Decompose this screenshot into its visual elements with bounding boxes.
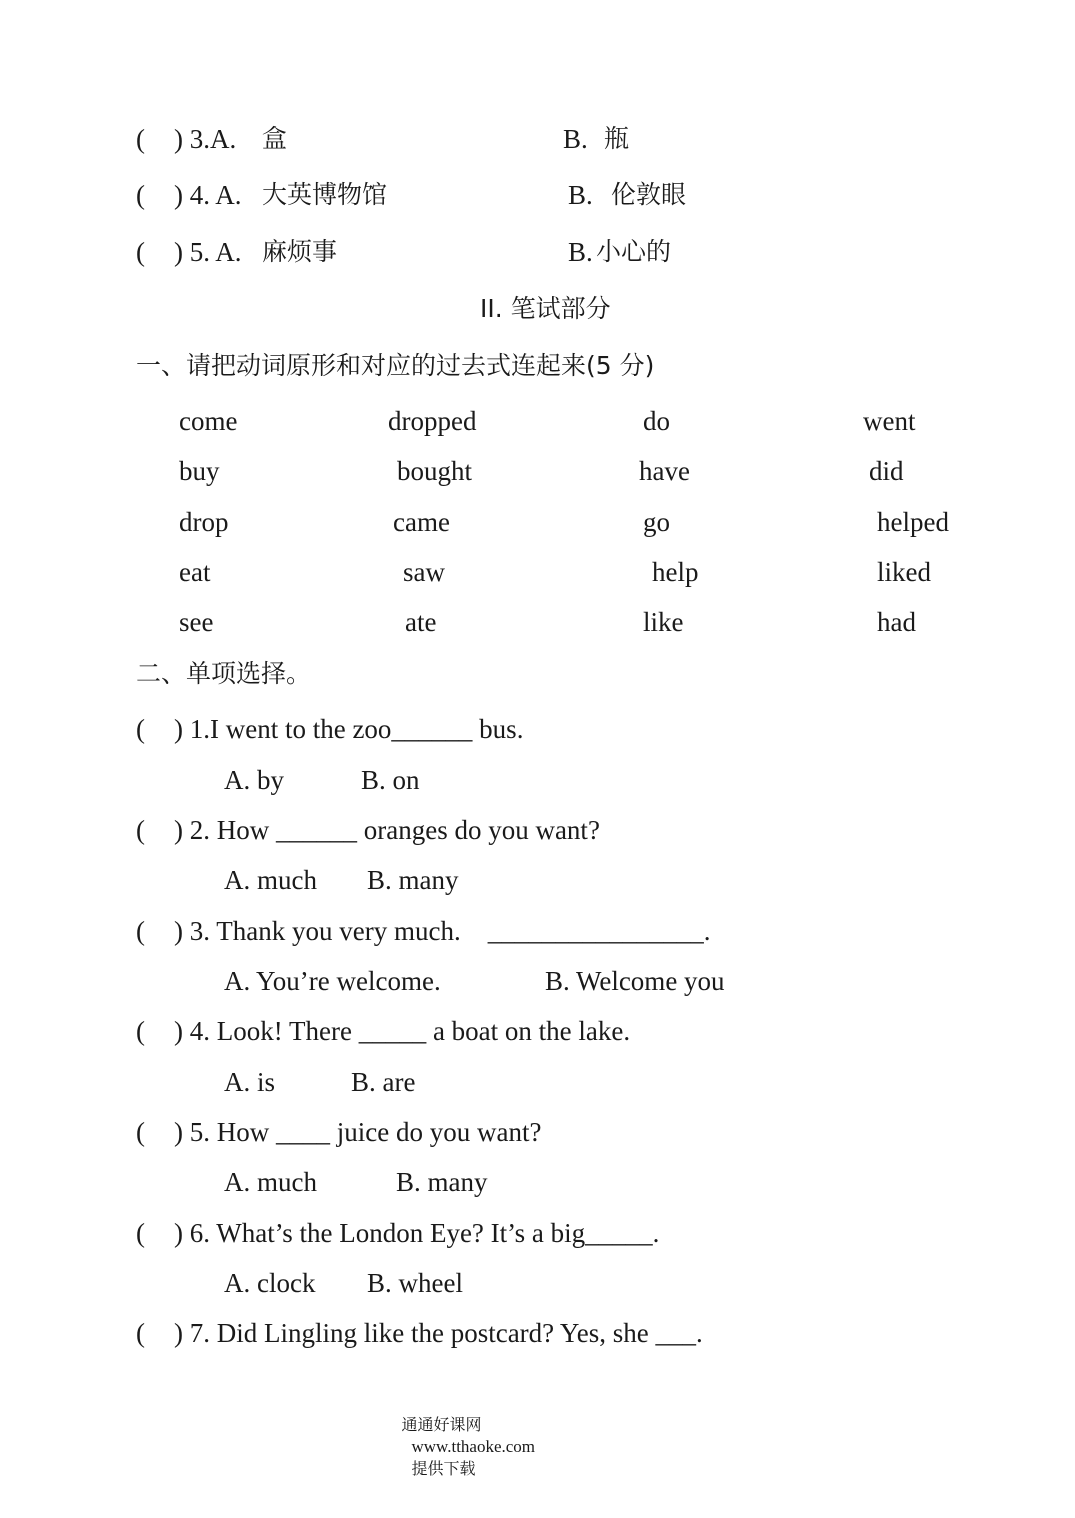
verb-word: had [877, 607, 916, 637]
verb-word: dropped [388, 406, 477, 436]
page-footer [393, 1392, 535, 1480]
answer-paren: ( [136, 815, 145, 845]
option-a: A. much [224, 1167, 317, 1197]
option-b: B. many [396, 1167, 488, 1197]
verb-word: come [179, 406, 238, 436]
option-b-label: B. [568, 180, 593, 210]
option-b: 瓶 [604, 124, 630, 153]
option-a: A. You’re welcome. [224, 966, 441, 996]
verb-word: went [863, 406, 916, 436]
option-b: B. wheel [367, 1268, 463, 1298]
verb-word: see [179, 607, 214, 637]
question-text: ) 3. Thank you very much. ________________. [174, 916, 711, 946]
section1-title: 一、请把动词原形和对应的过去式连起来(5 分) [136, 351, 655, 380]
verb-word: bought [397, 456, 473, 486]
verb-word: eat [179, 557, 211, 587]
option-a: A. is [224, 1067, 276, 1097]
option-b: B. many [367, 865, 459, 895]
footer-url: www.tthaoke.com [411, 1437, 536, 1456]
answer-paren: ( [136, 714, 145, 744]
verb-word: drop [179, 507, 229, 537]
option-a: A. by [224, 765, 284, 795]
answer-paren: ( [136, 1117, 145, 1147]
option-b: B. Welcome you [545, 966, 725, 996]
question-text: ) 1.I went to the zoo______ bus. [174, 714, 524, 744]
verb-word: came [393, 507, 450, 537]
option-b-label: B. [568, 237, 593, 267]
answer-paren: ( [136, 916, 145, 946]
verb-word: buy [179, 456, 220, 486]
answer-paren: ( [136, 237, 145, 267]
answer-paren: ( [136, 1016, 145, 1046]
answer-paren: ( [136, 1318, 145, 1348]
verb-word: like [643, 607, 684, 637]
verb-word: have [639, 456, 690, 486]
verb-word: go [643, 507, 670, 537]
footer-site: 通通好课网 [401, 1415, 482, 1434]
written-part-title: II. 笔试部分 [480, 294, 611, 323]
verb-word: liked [877, 557, 931, 587]
verb-word: ate [405, 607, 437, 637]
question-text: ) 6. What’s the London Eye? It’s a big_____. [174, 1218, 660, 1248]
answer-paren: ( [136, 1218, 145, 1248]
option-a: 盒 [262, 124, 288, 153]
option-b: B. are [351, 1067, 416, 1097]
option-a: 麻烦事 [262, 237, 338, 266]
verb-word: do [643, 406, 670, 436]
verb-word: help [652, 557, 699, 587]
option-b: 小心的 [596, 237, 672, 266]
question-text: ) 4. Look! There _____ a boat on the lake. [174, 1016, 631, 1046]
item-number: ) 4. A. [174, 180, 242, 210]
section2-title: 二、单项选择。 [136, 659, 312, 688]
option-a: 大英博物馆 [262, 180, 388, 209]
option-a: A. much [224, 865, 317, 895]
option-b-label: B. [563, 124, 588, 154]
item-number: ) 5. A. [174, 237, 242, 267]
answer-paren: ( [136, 124, 145, 154]
item-number: ) 3.A. [174, 124, 237, 154]
option-b: B. on [361, 765, 420, 795]
question-text: ) 2. How ______ oranges do you want? [174, 815, 600, 845]
verb-word: saw [403, 557, 445, 587]
question-text: ) 7. Did Lingling like the postcard? Yes, she ___. [174, 1318, 703, 1348]
footer-tail: 提供下载 [411, 1459, 476, 1478]
question-text: ) 5. How ____ juice do you want? [174, 1117, 542, 1147]
verb-word: did [869, 456, 904, 486]
option-b: 伦敦眼 [611, 180, 687, 209]
verb-word: helped [877, 507, 949, 537]
answer-paren: ( [136, 180, 145, 210]
option-a: A. clock [224, 1268, 316, 1298]
